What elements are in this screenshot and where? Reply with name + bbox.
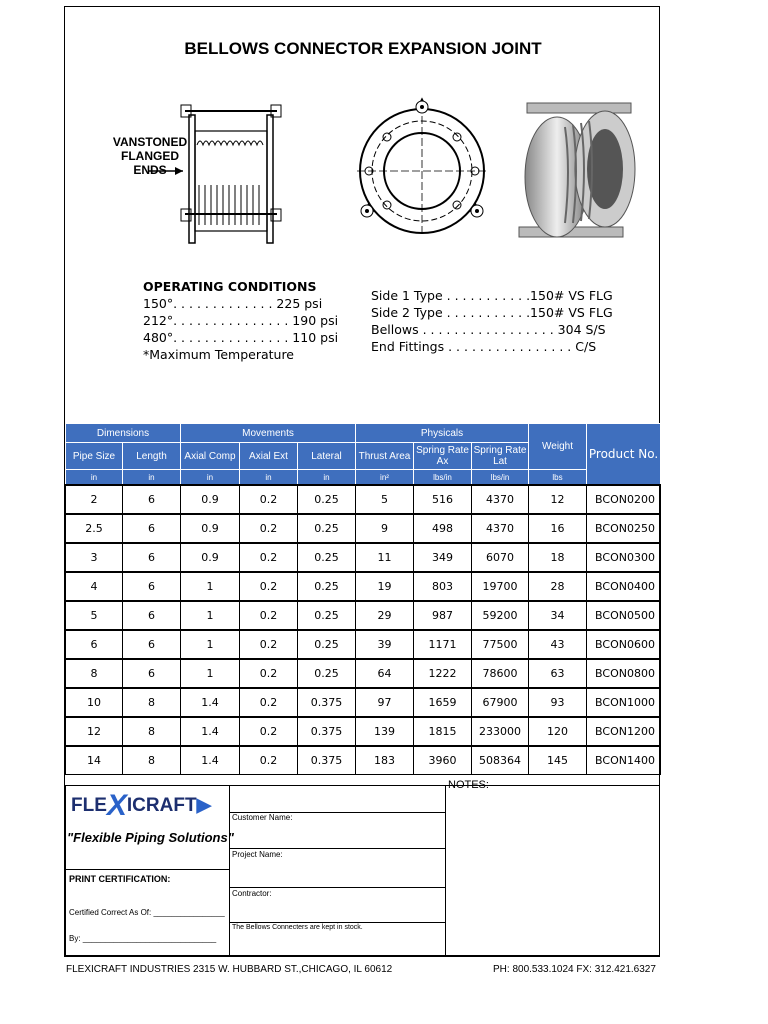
contractor-field[interactable]: Contractor:	[232, 889, 272, 898]
table-cell: 0.2	[240, 572, 298, 601]
customer-name-field[interactable]: Customer Name:	[232, 813, 293, 822]
table-cell: 2	[66, 485, 123, 514]
group-dimensions: Dimensions	[66, 424, 181, 443]
product-number-cell: BCON0600	[587, 630, 661, 659]
group-physicals: Physicals	[356, 424, 529, 443]
table-cell: 1.4	[181, 717, 240, 746]
table-cell: 78600	[472, 659, 529, 688]
table-cell: 1	[181, 601, 240, 630]
product-number-cell: BCON0200	[587, 485, 661, 514]
unit-label: in	[123, 470, 181, 486]
stock-note: The Bellows Connecters are kept in stock.	[232, 924, 363, 931]
header-weight: Weight	[529, 424, 587, 470]
product-number-cell: BCON1200	[587, 717, 661, 746]
table-cell: 0.9	[181, 543, 240, 572]
header-length: Length	[123, 443, 181, 470]
table-cell: 349	[414, 543, 472, 572]
table-cell: 6	[123, 572, 181, 601]
table-cell: 97	[356, 688, 414, 717]
table-cell: 3	[66, 543, 123, 572]
spec-row: Side 2 Type . . . . . . . . . . .150# VS FLG	[371, 305, 613, 320]
table-cell: 8	[123, 688, 181, 717]
table-cell: 34	[529, 601, 587, 630]
logo-arrow-icon: ▶	[196, 795, 212, 816]
table-row	[66, 514, 661, 543]
company-address: FLEXICRAFT INDUSTRIES 2315 W. HUBBARD ST.,CHICAGO, IL 60612	[66, 964, 393, 975]
table-row	[66, 746, 661, 775]
callout-line-1: VANSTONED	[112, 135, 188, 149]
unit-label: in	[66, 470, 123, 486]
table-cell: 0.2	[240, 688, 298, 717]
table-cell: 0.2	[240, 485, 298, 514]
table-cell: 6	[123, 543, 181, 572]
group-movements: Movements	[181, 424, 356, 443]
spec-row: Side 1 Type . . . . . . . . . . .150# VS FLG	[371, 288, 613, 303]
project-name-field[interactable]: Project Name:	[232, 850, 283, 859]
table-cell: 12	[66, 717, 123, 746]
table-cell: 1	[181, 572, 240, 601]
table-row	[66, 630, 661, 659]
table-cell: 8	[123, 746, 181, 775]
operating-row: 480°. . . . . . . . . . . . . . . 110 psi	[143, 330, 339, 345]
table-cell: 0.375	[298, 717, 356, 746]
table-cell: 6	[123, 514, 181, 543]
header-spring-rate-ax: Spring Rate Ax	[414, 443, 472, 470]
table-row	[66, 659, 661, 688]
table-cell: 39	[356, 630, 414, 659]
table-cell: 18	[529, 543, 587, 572]
table-cell: 1.4	[181, 746, 240, 775]
spec-row: End Fittings . . . . . . . . . . . . . . . . C/S	[371, 339, 597, 354]
table-cell: 987	[414, 601, 472, 630]
side-view-drawing	[145, 95, 315, 245]
table-cell: 11	[356, 543, 414, 572]
product-table	[65, 423, 661, 775]
table-cell: 516	[414, 485, 472, 514]
unit-label: lbs	[529, 470, 587, 486]
table-cell: 0.9	[181, 485, 240, 514]
logo-text-right: ICRAFT	[126, 795, 197, 816]
table-cell: 9	[356, 514, 414, 543]
table-cell: 67900	[472, 688, 529, 717]
table-cell: 43	[529, 630, 587, 659]
table-cell: 0.25	[298, 572, 356, 601]
table-cell: 498	[414, 514, 472, 543]
table-cell: 120	[529, 717, 587, 746]
table-cell: 508364	[472, 746, 529, 775]
table-cell: 0.2	[240, 717, 298, 746]
table-cell: 6	[123, 485, 181, 514]
spec-row: Bellows . . . . . . . . . . . . . . . . . 304 S/S	[371, 322, 606, 337]
table-cell: 0.25	[298, 601, 356, 630]
table-cell: 0.2	[240, 543, 298, 572]
table-row	[66, 543, 661, 572]
flexicraft-logo	[71, 789, 211, 823]
table-cell: 77500	[472, 630, 529, 659]
callout-line-3: ENDS	[133, 163, 167, 177]
header-spring-rate-lat: Spring Rate Lat	[472, 443, 529, 470]
operating-heading: OPERATING CONDITIONS	[143, 279, 317, 294]
table-cell: 183	[356, 746, 414, 775]
logo-text-left: FLE	[71, 795, 107, 816]
table-cell: 2.5	[66, 514, 123, 543]
title-block	[65, 779, 660, 956]
table-row	[66, 688, 661, 717]
product-number-cell: BCON0250	[587, 514, 661, 543]
unit-label: lbs/in	[414, 470, 472, 486]
table-cell: 0.375	[298, 688, 356, 717]
product-number-cell: BCON0400	[587, 572, 661, 601]
table-cell: 64	[356, 659, 414, 688]
table-cell: 0.375	[298, 746, 356, 775]
table-row	[66, 601, 661, 630]
table-cell: 6	[66, 630, 123, 659]
header-product-no: Product No.	[587, 424, 661, 486]
product-number-cell: BCON1000	[587, 688, 661, 717]
unit-label: in²	[356, 470, 414, 486]
notes-label: NOTES:	[448, 779, 489, 791]
table-cell: 0.25	[298, 659, 356, 688]
product-number-cell: BCON0300	[587, 543, 661, 572]
table-cell: 59200	[472, 601, 529, 630]
product-photo	[509, 97, 639, 247]
table-cell: 63	[529, 659, 587, 688]
table-cell: 1.4	[181, 688, 240, 717]
callout-line-2: FLANGED	[121, 149, 179, 163]
table-cell: 19700	[472, 572, 529, 601]
table-cell: 16	[529, 514, 587, 543]
table-cell: 4370	[472, 514, 529, 543]
operating-note: *Maximum Temperature	[143, 347, 294, 362]
logo-x: X	[106, 789, 127, 822]
table-cell: 6	[123, 601, 181, 630]
header-axial-comp: Axial Comp	[181, 443, 240, 470]
table-cell: 5	[356, 485, 414, 514]
table-cell: 28	[529, 572, 587, 601]
table-cell: 19	[356, 572, 414, 601]
table-cell: 139	[356, 717, 414, 746]
header-pipe-size: Pipe Size	[66, 443, 123, 470]
table-cell: 0.2	[240, 601, 298, 630]
table-cell: 1815	[414, 717, 472, 746]
table-cell: 5	[66, 601, 123, 630]
table-cell: 0.25	[298, 543, 356, 572]
table-cell: 6	[123, 630, 181, 659]
table-cell: 1	[181, 630, 240, 659]
certified-field[interactable]: Certified Correct As Of: ________________	[69, 908, 225, 917]
unit-label: in	[240, 470, 298, 486]
product-number-cell: BCON1400	[587, 746, 661, 775]
header-lateral: Lateral	[298, 443, 356, 470]
table-row	[66, 572, 661, 601]
unit-label: lbs/in	[472, 470, 529, 486]
table-cell: 29	[356, 601, 414, 630]
table-cell: 8	[123, 717, 181, 746]
table-cell: 0.2	[240, 746, 298, 775]
table-cell: 0.25	[298, 514, 356, 543]
table-cell: 0.2	[240, 630, 298, 659]
table-cell: 0.25	[298, 485, 356, 514]
table-cell: 3960	[414, 746, 472, 775]
header-thrust-area: Thrust Area	[356, 443, 414, 470]
table-cell: 6	[123, 659, 181, 688]
company-phone: PH: 800.533.1024 FX: 312.421.6327	[493, 964, 656, 975]
table-cell: 14	[66, 746, 123, 775]
table-cell: 4	[66, 572, 123, 601]
table-cell: 6070	[472, 543, 529, 572]
table-cell: 93	[529, 688, 587, 717]
header-axial-ext: Axial Ext	[240, 443, 298, 470]
by-field[interactable]: By: ______________________________	[69, 934, 217, 943]
unit-label: in	[181, 470, 240, 486]
table-cell: 0.9	[181, 514, 240, 543]
table-cell: 1	[181, 659, 240, 688]
table-body	[66, 485, 661, 775]
operating-row: 212°. . . . . . . . . . . . . . . 190 psi	[143, 313, 339, 328]
tagline: "Flexible Piping Solutions"	[67, 830, 234, 845]
spec-list	[371, 287, 613, 355]
table-cell: 8	[66, 659, 123, 688]
table-cell: 1659	[414, 688, 472, 717]
flange-front-drawing	[347, 93, 497, 243]
table-cell: 0.2	[240, 659, 298, 688]
product-number-cell: BCON0800	[587, 659, 661, 688]
table-cell: 803	[414, 572, 472, 601]
table-cell: 0.2	[240, 514, 298, 543]
table-row	[66, 717, 661, 746]
page-title: BELLOWS CONNECTOR EXPANSION JOINT	[184, 39, 542, 58]
operating-conditions	[143, 278, 338, 363]
unit-label: in	[298, 470, 356, 486]
table-cell: 4370	[472, 485, 529, 514]
print-certification-label: PRINT CERTIFICATION:	[69, 874, 171, 884]
product-number-cell: BCON0500	[587, 601, 661, 630]
table-cell: 0.25	[298, 630, 356, 659]
table-row	[66, 485, 661, 514]
table-cell: 1171	[414, 630, 472, 659]
table-cell: 12	[529, 485, 587, 514]
table-cell: 1222	[414, 659, 472, 688]
table-cell: 10	[66, 688, 123, 717]
table-cell: 233000	[472, 717, 529, 746]
table-cell: 145	[529, 746, 587, 775]
operating-row: 150°. . . . . . . . . . . . . 225 psi	[143, 296, 323, 311]
